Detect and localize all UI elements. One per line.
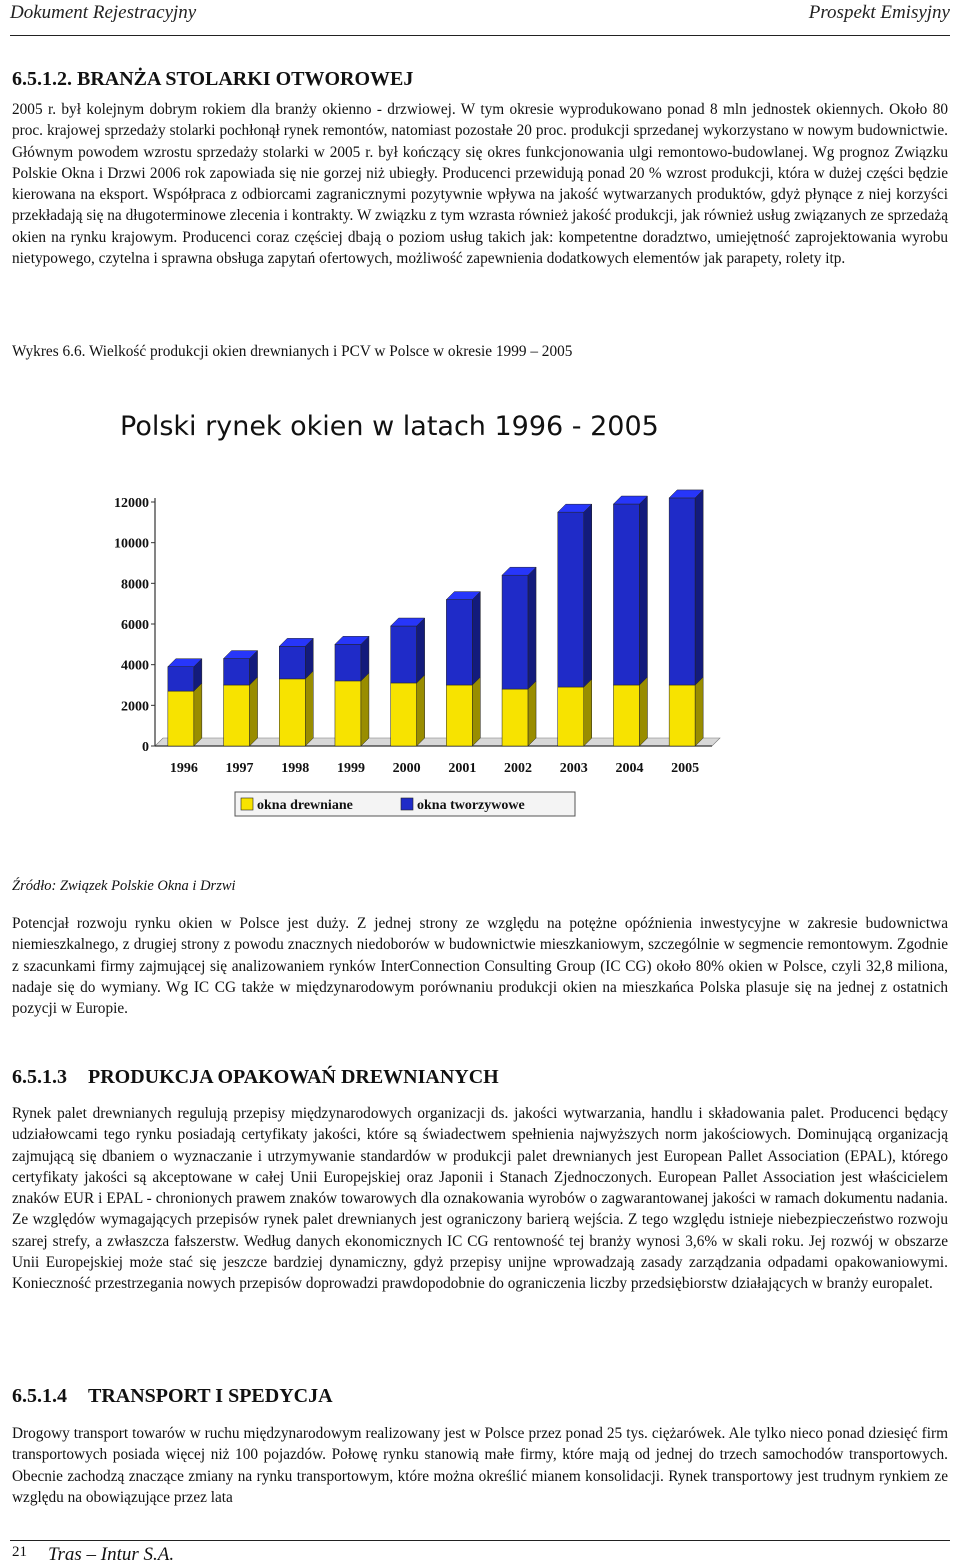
section-title: PRODUKCJA OPAKOWAŃ DREWNIANYCH: [88, 1066, 499, 1088]
bar-front: [279, 679, 305, 746]
section-heading: 6.5.1.2. BRANŻA STOLARKI OTWOROWEJ: [12, 68, 414, 90]
page-header: [0, 0, 960, 38]
chart-title: Polski rynek okien w latach 1996 - 2005: [120, 411, 659, 442]
figure-caption: [12, 341, 948, 362]
bar-side: [417, 618, 425, 683]
x-tick-label: 2005: [671, 761, 700, 776]
bar-front: [335, 681, 361, 746]
x-tick-label: 1999: [336, 761, 365, 776]
legend-swatch: [401, 798, 413, 810]
y-tick-label: 10000: [114, 536, 149, 552]
section-number: 6.5.1.4: [12, 1385, 67, 1407]
section-heading-packaging: [12, 1066, 948, 1089]
bar-side: [528, 681, 536, 746]
paragraph-joinery: 2005 r. był kolejnym dobrym rokiem dla branży okienno - drzwiowej. W tym okresie wyprodukowano ponad 8 mln jednostek okiennych. Około 80 proc. krajowej sprzedaży stolarki pochłonął rynek remontów, natomiast pozostałe 20 proc. produkcji sprzedanej wykorzystano w nowym budownictwie. Głównym powodem wzrostu sprzedaży stolarki w 2005 r. był kończący się okres funkcjonowania ulgi remontowo-budowlanej. Wg prognoz Związku Polskie Okna i Drzwi 2006 rok zapowiada się nie gorzej niż ubiegły. Producenci przewidują ponad 20 % wzrost produkcji, która w dużej części będzie kierowana na eksport. Współpraca z odbiorcami zagranicznymi pozytywnie wpływa na jakość wytwarzanych produktów, gdyż płynące z niej korzyści przekładają się na długoterminowe zlecenia i kontrakty. W związku z tym wzrasta również jakość produkcji, jak również usług związanych ze sprzedażą okien na rynku krajowym. Producenci coraz częściej dbają o poziom usług takich jak: kompetentne doradztwo, umiejętność zaprojektowania wyrobu nietypowego, czytelna i sprawna obsługa zapytań ofertowych, możliwość zapewnienia dodatkowych elementów jak parapety, rolety itp.: [12, 101, 948, 268]
bar-front: [224, 659, 250, 685]
bar-side: [417, 675, 425, 746]
figure-caption-text: Wykres 6.6. Wielkość produkcji okien drewnianych i PCV w Polsce w okresie 1999 – 2005: [12, 343, 573, 360]
section-transport: [12, 1385, 948, 1408]
header-divider: [10, 35, 950, 36]
legend-label: okna drewniane: [257, 798, 353, 813]
bar-front: [279, 646, 305, 679]
bar-side: [472, 677, 480, 746]
footer-divider: [10, 1540, 950, 1541]
bar-front: [613, 685, 639, 746]
bar-side: [194, 683, 202, 746]
bar-front: [168, 667, 194, 691]
y-tick-label: 2000: [121, 699, 149, 715]
bar-front: [502, 575, 528, 689]
y-tick-label: 12000: [114, 496, 149, 511]
paragraph-potential-block: [12, 913, 948, 1019]
x-tick-label: 1998: [281, 761, 310, 776]
chart-svg: [100, 400, 730, 830]
bar-side: [695, 677, 703, 746]
paragraph-potential: Potencjał rozwoju rynku okien w Polsce jest duży. Z jednej strony ze względu na potężne opóźnienia inwestycyjne w zakresie budownictwa niemieszkalnego, z drugiej strony z powodu znacznych niedoborów w budownictwie mieszkaniowym, szczególnie w segmencie remontowym. Zgodnie z szacunkami firmy zajmującej się analizowaniem rynków InterConnection Consulting Group (IC CG) około 80% okien w Polsce, czyli 32,8 miliona, nadaje się do wymiany. Wg IC CG także w międzynarodowym porównaniu produkcji okien na mieszkańca Polska plasuje się na jednej z ostatnich pozycji w Europie.: [12, 915, 948, 1018]
section-joinery: [12, 68, 948, 91]
bar-side: [361, 673, 369, 746]
section-packaging-body: [12, 1103, 948, 1295]
bar-side: [305, 671, 313, 746]
bar-side: [528, 567, 536, 689]
page-footer: [10, 1540, 950, 1567]
footer-company: Tras – Intur S.A.: [48, 1544, 175, 1565]
figure-source-text: Źródło: Związek Polskie Okna i Drzwi: [12, 878, 236, 894]
bar-front: [558, 687, 584, 746]
paragraph-transport: Drogowy transport towarów w ruchu międzynarodowym realizowany jest w Polsce przez ponad 25 tys. ciężarówek. Ale tylko nieco ponad dziesięć firm transportowych posiada więcej niż 100 pojazdów. Połowę rynku stanowią małe firmy, które mają od jednej do trzech samochodów transportowych. Obecnie zachodzą znaczące zmiany na rynku transportowym, które można określić mianem konsolidacji. Rynek transportowy jest trudnym rynkiem ze względu na obowiązujące przez lata: [12, 1425, 948, 1506]
bar-front: [391, 626, 417, 683]
y-tick-label: 4000: [121, 658, 149, 674]
legend-swatch: [241, 798, 253, 810]
bar-front: [391, 683, 417, 746]
bar-side: [639, 677, 647, 746]
section-transport-body: [12, 1423, 948, 1508]
y-tick-label: 6000: [121, 618, 149, 633]
section-joinery-body: [12, 99, 948, 269]
bar-side: [639, 496, 647, 685]
x-tick-label: 2004: [615, 761, 644, 776]
bar-front: [446, 600, 472, 685]
section-number: 6.5.1.3: [12, 1066, 67, 1088]
x-tick-label: 2003: [559, 761, 588, 776]
section-packaging: [12, 1066, 948, 1089]
paragraph-packaging: Rynek palet drewnianych regulują przepisy międzynarodowych organizacji ds. jakości wytwarzania, handlu i składowania palet. Producenci będący udziałowcami tego rynku posiadają certyfikaty jakości, które są świadectwem spełnienia najwyższych norm jakościowych. Dominującą organizacją zajmującą się dbaniem o wyznaczanie i utrzymywanie standardów w produkcji palet drewnianych jest European Pallet Association (EPAL), którego certyfikaty jakości są akceptowane w całej Unii Europejskiej oraz Japonii i Stanach Zjednoczonych. European Pallet Association jest właścicielem znaków EUR i EPAL - chronionych prawem znaków towarowych dla oznakowania wyrobów o zagwarantowanej jakości w ramach dokumentu nadania. Ze względów wymagających przepisów rynek palet drewnianych jest ograniczony barierą wejścia. Z tego względu istnieje niebezpieczeństwo rozwoju szarej strefy, a zwłaszcza fałszerstw. Według danych ekonomicznych IC CG rentowność tej branży wynosi 3,6% w skali roku. Jej rozwój w obszarze Unii Europejskiej może stać się jeszcze bardziej dynamiczny, gdyż przepisy unijne wprowadzają zasady zarządzania odpadami opakowaniowymi. Konieczność przestrzegania nowych przepisów doprowadzi prawdopodobnie do ograniczenia liczby przedsiębiorstw działających w branży europalet.: [12, 1105, 948, 1293]
section-heading-transport: [12, 1385, 948, 1408]
x-tick-label: 2000: [392, 761, 421, 776]
bar-front: [446, 685, 472, 746]
y-tick-label: 0: [142, 740, 149, 755]
bar-side: [472, 592, 480, 685]
bar-front: [669, 498, 695, 685]
y-tick-label: 8000: [121, 577, 149, 593]
bar-front: [669, 685, 695, 746]
bar-side: [250, 677, 258, 746]
legend-label: okna tworzywowe: [417, 798, 525, 813]
bar-side: [584, 504, 592, 687]
section-title: TRANSPORT I SPEDYCJA: [88, 1385, 333, 1407]
bar-front: [224, 685, 250, 746]
bar-front: [168, 691, 194, 746]
page-number: 21: [12, 1544, 27, 1560]
x-tick-label: 1996: [169, 761, 198, 776]
bar-front: [335, 644, 361, 681]
figure-source: [12, 878, 948, 895]
header-document-title: Dokument Rejestracyjny: [10, 2, 197, 23]
header-prospectus-title: Prospekt Emisyjny: [808, 2, 950, 23]
x-tick-label: 2001: [448, 761, 477, 776]
x-tick-label: 1997: [225, 761, 254, 776]
x-tick-label: 2002: [504, 761, 533, 776]
bar-front: [558, 512, 584, 687]
bar-side: [695, 490, 703, 685]
window-market-chart: [100, 400, 730, 830]
bar-front: [613, 504, 639, 685]
bar-side: [584, 679, 592, 746]
bar-front: [502, 689, 528, 746]
